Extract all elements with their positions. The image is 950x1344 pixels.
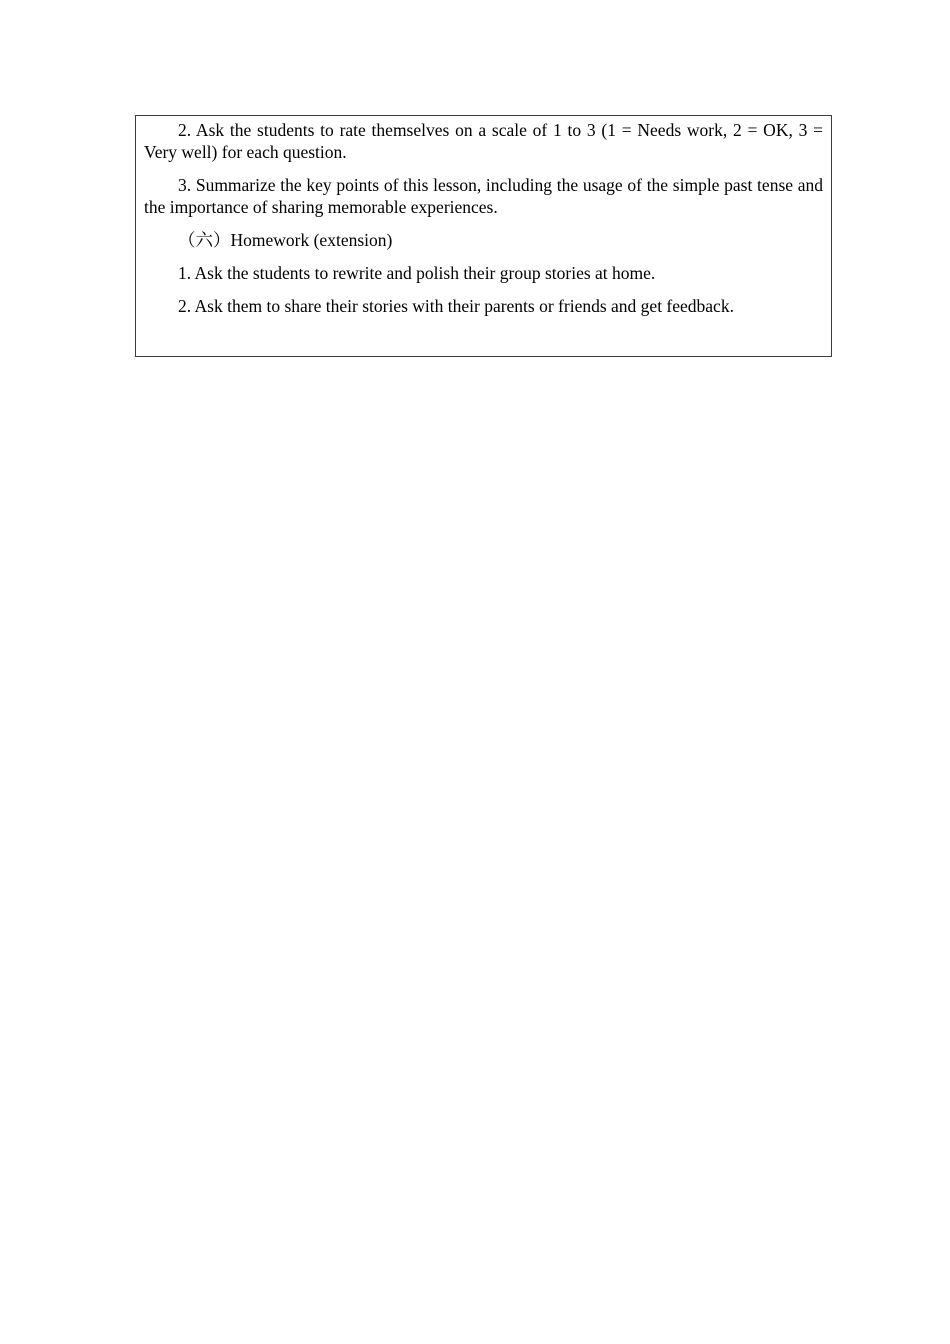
homework-heading: （六）Homework (extension) xyxy=(178,230,393,250)
homework-item-rewrite: 1. Ask the students to rewrite and polish their group stories at home. xyxy=(178,263,656,283)
homework-item-share: 2. Ask them to share their stories with their parents or friends and get feedback. xyxy=(178,296,734,316)
summary-step: 3. Summarize the key points of this lesson, including the usage of the simple past tense and the importance of sharing memorable experiences. xyxy=(144,175,823,217)
self-rating-step: 2. Ask the students to rate themselves on a scale of 1 to 3 (1 = Needs work, 2 = OK, 3 = Very well) for each question. xyxy=(144,120,823,162)
lesson-plan-box xyxy=(135,115,832,357)
